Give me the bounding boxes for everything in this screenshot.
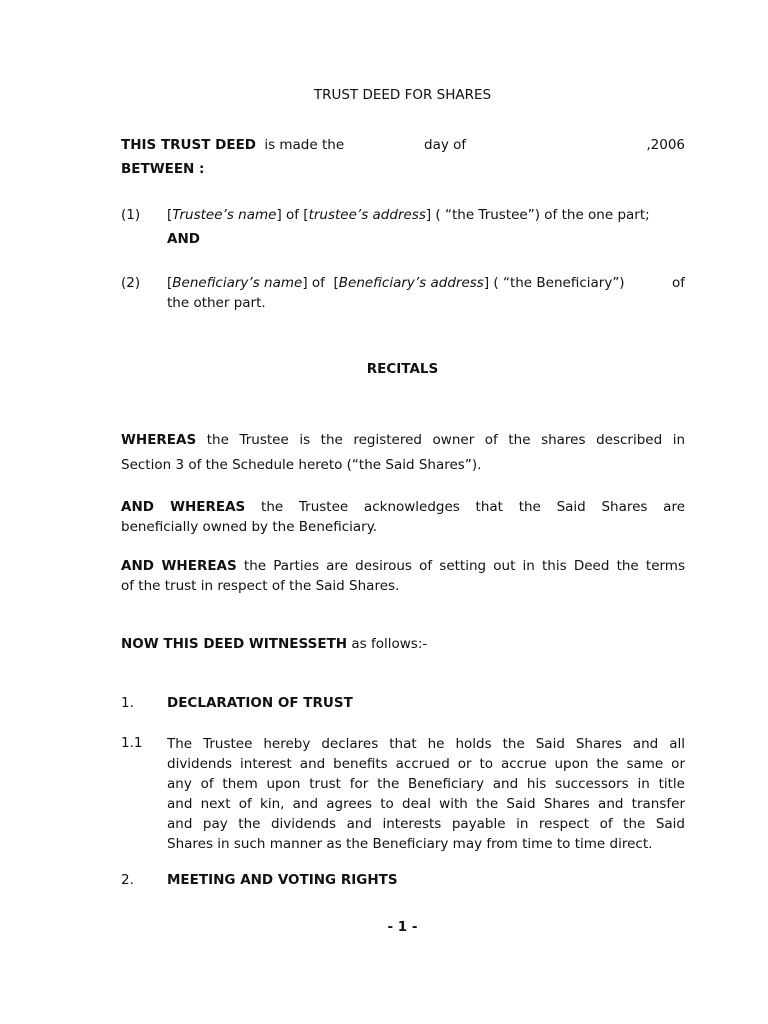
party-1-number: (1): [121, 207, 141, 223]
party-2-text: [Beneficiary’s name] of [Beneficiary’s address] ( “the Beneficiary”) of: [167, 275, 685, 291]
party-2-continuation: the other part.: [167, 295, 266, 311]
clause-1-1-body: [167, 734, 685, 854]
witnesseth-line: NOW THIS DEED WITNESSETH as follows:-: [121, 636, 428, 652]
clause-line: Shares in such manner as the Beneficiary may from time to time direct.: [167, 836, 653, 852]
party-1-name: Trustee’s name: [172, 207, 277, 223]
recitals-heading: RECITALS: [366, 361, 439, 377]
section-2-heading: MEETING AND VOTING RIGHTS: [167, 872, 398, 888]
clause-line: any of them upon trust for the Beneficiary and his successors in title: [167, 776, 685, 792]
clause-line: The Trustee hereby declares that he holds the Said Shares and all: [167, 736, 685, 752]
section-1-number: 1.: [121, 695, 134, 711]
recital-1-lead: WHEREAS: [121, 432, 197, 448]
recital-1-line-1: WHEREAS the Trustee is the registered owner of the shares described in: [121, 432, 685, 448]
recital-3-line-1: AND WHEREAS the Parties are desirous of setting out in this Deed the terms: [121, 558, 685, 574]
clause-line: and pay the dividends and interests payable in respect of the Said: [167, 816, 685, 832]
intro-line: [121, 137, 685, 157]
intro-made-the: is made the: [264, 137, 345, 153]
recital-2-line-1: AND WHEREAS the Trustee acknowledges that the Said Shares are: [121, 499, 686, 515]
recital-1-line-2: Section 3 of the Schedule hereto (“the Said Shares”).: [121, 457, 482, 473]
intro-year: ,2006: [646, 137, 685, 153]
between-label: BETWEEN :: [121, 161, 205, 177]
recital-3-lead: AND WHEREAS: [121, 558, 237, 574]
party-1-text: [Trustee’s name] of [trustee’s address] ( “the Trustee”) of the one part;: [167, 207, 650, 223]
party-2-of: of: [671, 275, 685, 291]
party-conjunction: AND: [167, 231, 200, 247]
party-2-number: (2): [121, 275, 141, 291]
recital-2-lead: AND WHEREAS: [121, 499, 246, 515]
recital-2-line-2: beneficially owned by the Beneficiary.: [121, 519, 378, 535]
clause-line: and next of kin, and agrees to deal with the Said Shares and transfer: [167, 796, 685, 812]
intro-lead: THIS TRUST DEED: [121, 137, 257, 153]
clause-1-1-number: 1.1: [121, 735, 143, 751]
party-1-role: ] ( “the Trustee”) of the one part;: [425, 207, 650, 223]
section-1-heading: DECLARATION OF TRUST: [167, 695, 353, 711]
party-2-role: ] ( “the Beneficiary”): [483, 275, 625, 291]
party-2-address: Beneficiary’s address: [338, 275, 484, 291]
page-number: - 1 -: [387, 919, 418, 935]
party-2-name: Beneficiary’s name: [172, 275, 303, 291]
clause-line: dividends interest and benefits accrued or to accrue upon the same or: [167, 756, 685, 772]
intro-day-of: day of: [424, 137, 467, 153]
party-1-address: trustee’s address: [308, 207, 426, 223]
recital-3-line-2: of the trust in respect of the Said Shares.: [121, 578, 400, 594]
section-2-number: 2.: [121, 872, 134, 888]
document-title: TRUST DEED FOR SHARES: [313, 87, 492, 103]
witnesseth-lead: NOW THIS DEED WITNESSETH: [121, 636, 348, 652]
